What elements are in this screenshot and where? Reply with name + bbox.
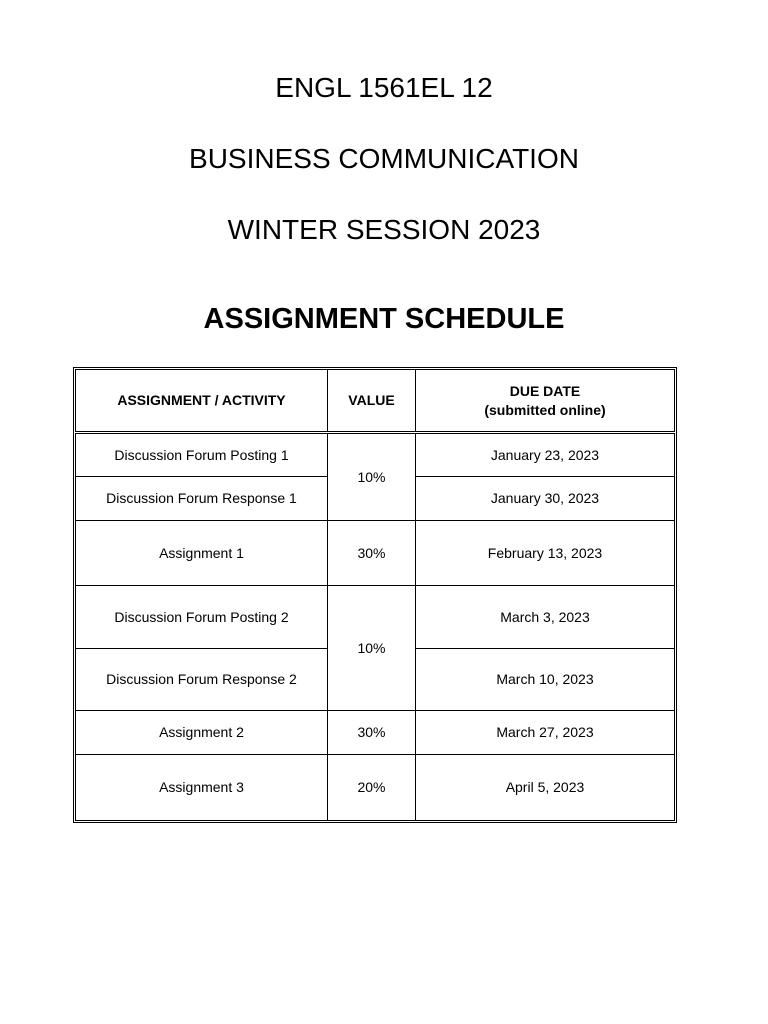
activity-cell: Discussion Forum Response 2 — [76, 649, 328, 711]
due-date-cell: April 5, 2023 — [416, 755, 675, 821]
course-name: BUSINESS COMMUNICATION — [189, 143, 579, 174]
session-title: WINTER SESSION 2023 — [227, 214, 541, 245]
table-row — [76, 711, 675, 755]
schedule-table-frame — [73, 367, 677, 823]
activity-cell: Discussion Forum Posting 1 — [76, 433, 328, 477]
table-row — [76, 586, 675, 649]
table-row — [76, 521, 675, 586]
table-header-row — [76, 370, 675, 433]
document-title: ASSIGNMENT SCHEDULE — [203, 303, 565, 335]
value-cell: 30% — [328, 711, 416, 755]
header-value: VALUE — [328, 370, 416, 433]
activity-cell: Discussion Forum Posting 2 — [76, 586, 328, 649]
header-due-date-sub: (submitted online) — [484, 401, 606, 418]
value-cell: 20% — [328, 755, 416, 821]
due-date-cell: March 3, 2023 — [416, 586, 675, 649]
activity-cell: Assignment 3 — [76, 755, 328, 821]
value-cell: 10% — [328, 586, 416, 711]
due-date-cell: January 30, 2023 — [416, 477, 675, 521]
due-date-cell: January 23, 2023 — [416, 433, 675, 477]
due-date-cell: March 27, 2023 — [416, 711, 675, 755]
value-cell: 10% — [328, 433, 416, 521]
activity-cell: Assignment 1 — [76, 521, 328, 586]
activity-cell: Assignment 2 — [76, 711, 328, 755]
due-date-cell: February 13, 2023 — [416, 521, 675, 586]
table-row — [76, 433, 675, 477]
activity-cell: Discussion Forum Response 1 — [76, 477, 328, 521]
due-date-cell: March 10, 2023 — [416, 649, 675, 711]
header-due-date-label: DUE DATE — [509, 382, 581, 399]
header-due-date — [416, 370, 675, 433]
header-activity: ASSIGNMENT / ACTIVITY — [76, 370, 328, 433]
table-row — [76, 755, 675, 821]
value-cell: 30% — [328, 521, 416, 586]
assignment-schedule-table — [75, 369, 675, 821]
course-code: ENGL 1561EL 12 — [275, 72, 493, 103]
